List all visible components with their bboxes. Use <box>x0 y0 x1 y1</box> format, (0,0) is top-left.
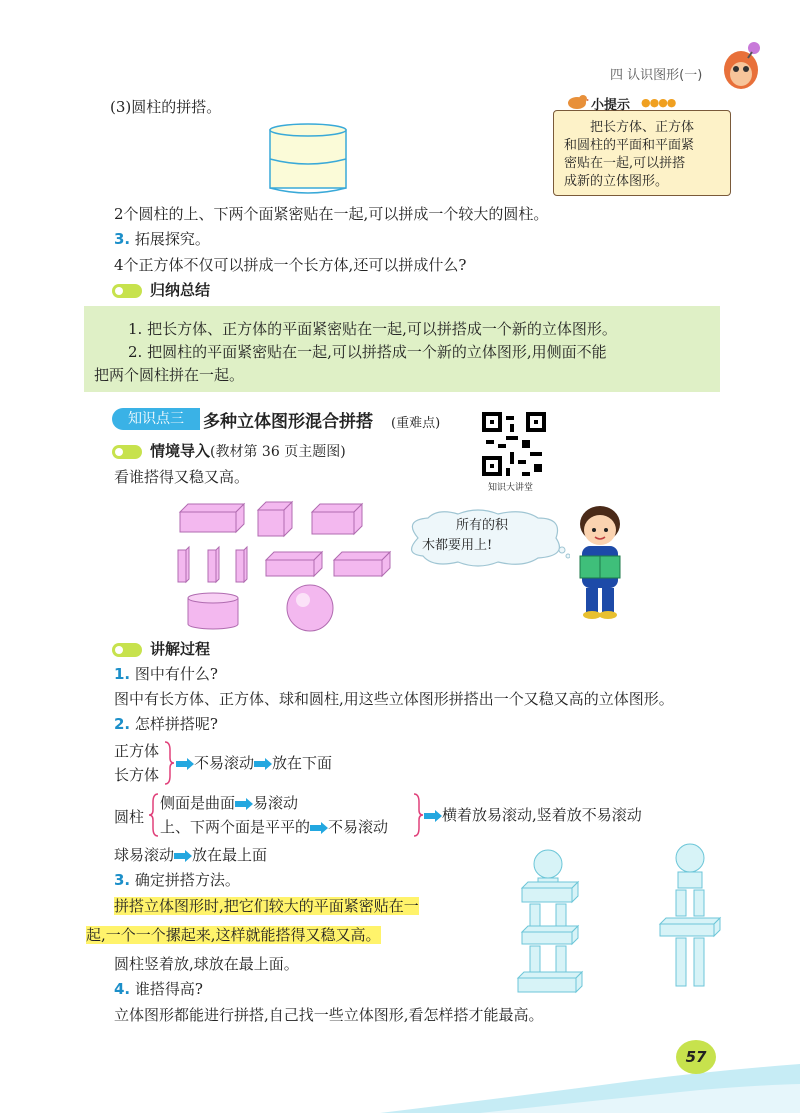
cyl-conclusion-row <box>424 804 642 826</box>
arrow-icon <box>424 810 442 822</box>
scenario-sub: (教材第 36 页主题图) <box>210 444 346 460</box>
knowledge-badge: 知识点三 <box>112 408 200 430</box>
speech-line: 木都要用上! <box>422 538 493 553</box>
cyl-top: 上、下两个面是平平的 <box>160 818 311 836</box>
summary-heading-row <box>112 279 210 300</box>
cuboid-label: 长方体 <box>114 766 160 784</box>
summary-line: 把两个圆柱拼在一起。 <box>94 366 245 384</box>
method-line2 <box>86 924 381 946</box>
pill-icon <box>112 643 142 657</box>
expand-question: 4个正方体不仅可以拼成一个长方体,还可以拼成什么? <box>114 256 467 274</box>
tip-text <box>564 119 694 191</box>
q2-row <box>114 713 218 735</box>
box-result1: 不易滚动 <box>194 754 255 772</box>
q4-number: 4. <box>114 980 131 998</box>
a1-text: 图中有长方体、正方体、球和圆柱,用这些立体图形拼搭出一个又稳又高的立体图形。 <box>114 690 674 708</box>
scenario-text: 看谁搭得又稳又高。 <box>114 468 250 486</box>
mascot-icon <box>716 40 766 100</box>
q4-row <box>114 978 203 1000</box>
arrow-icon <box>174 850 192 862</box>
q2-number: 2. <box>114 715 131 733</box>
cube-label: 正方体 <box>114 742 160 760</box>
qr-code[interactable] <box>482 412 546 480</box>
scenario-heading-row <box>112 440 346 461</box>
q3-number: 3. <box>114 871 131 889</box>
box-result-row <box>176 752 332 774</box>
scenario-heading: 情境导入 <box>150 442 211 460</box>
cyl-side-row <box>160 792 298 814</box>
tip-title: 小提示 <box>591 98 631 113</box>
tip-line: 成新的立体图形。 <box>564 174 669 189</box>
highlight: 拼搭立体图形时,把它们较大的平面紧密贴在一 <box>114 897 419 915</box>
speech-text <box>412 516 508 556</box>
knowledge-tag: (重难点) <box>391 416 441 431</box>
arrow-icon <box>310 822 328 834</box>
ball-row <box>114 844 267 866</box>
building-blocks-figure <box>170 496 400 636</box>
chapter-header: 四 认识图形(一) <box>610 68 703 83</box>
box-result2: 放在下面 <box>272 754 333 772</box>
expand-row <box>114 228 210 250</box>
brace-icon <box>163 740 175 790</box>
speech-line: 所有的积 <box>456 518 509 533</box>
method-line3: 圆柱竖着放,球放在最上面。 <box>114 955 299 973</box>
q3-row <box>114 869 240 891</box>
arrow-icon <box>235 798 253 810</box>
a4-text: 立体图形都能进行拼搭,自己找一些立体图形,看怎样搭才能最高。 <box>114 1006 544 1024</box>
cyl-side: 侧面是曲面 <box>160 794 236 812</box>
ball-result: 放在最上面 <box>192 846 268 864</box>
q1-number: 1. <box>114 665 131 683</box>
highlight: 起,一个一个摞起来,这样就能搭得又稳又高。 <box>86 926 381 944</box>
cyl-top-result: 不易滚动 <box>328 818 389 836</box>
pill-icon <box>112 284 142 298</box>
cyl-conclusion: 横着放易滚动,竖着放不易滚动 <box>442 806 642 824</box>
stacked-cylinders-figure <box>268 122 350 198</box>
block-tower-figure <box>512 848 604 1002</box>
q1-text: 图中有什么? <box>134 665 218 683</box>
expand-label: 拓展探究。 <box>134 230 210 248</box>
cyl-top-row <box>160 816 388 838</box>
qr-label: 知识大讲堂 <box>488 483 534 493</box>
explain-heading-row <box>112 638 210 659</box>
q3-text: 确定拼搭方法。 <box>134 871 240 889</box>
ball-text: 球易滚动 <box>114 846 175 864</box>
brace-icon <box>148 792 160 842</box>
arrow-icon <box>176 758 194 770</box>
tip-line: 密贴在一起,可以拼搭 <box>564 156 686 171</box>
q4-text: 谁搭得高? <box>134 980 203 998</box>
summary-line: 1. 把长方体、正方体的平面紧密贴在一起,可以拼搭成一个新的立体图形。 <box>128 320 617 338</box>
page-number: 57 <box>676 1040 716 1074</box>
summary-line: 2. 把圆柱的平面紧密贴在一起,可以拼搭成一个新的立体图形,用侧面不能 <box>128 343 607 361</box>
cyl-side-result: 易滚动 <box>253 794 299 812</box>
explain-heading: 讲解过程 <box>150 640 211 658</box>
pill-icon <box>112 445 142 459</box>
tip-stars-icon: ●●●● <box>641 96 676 109</box>
method-line1 <box>114 895 419 917</box>
cylinder-label: 圆柱 <box>114 808 145 826</box>
brace-icon <box>412 792 424 842</box>
knowledge-title: 多种立体图形混合拼搭 <box>203 412 373 432</box>
tip-line: 把长方体、正方体 <box>590 120 695 135</box>
tip-line: 和圆柱的平面和平面紧 <box>564 138 695 153</box>
arrow-icon <box>254 758 272 770</box>
summary-heading: 归纳总结 <box>150 281 211 299</box>
cylinder-section-title: (3)圆柱的拼搭。 <box>110 98 222 116</box>
expand-number: 3. <box>114 230 131 248</box>
block-tower-figure <box>654 842 732 996</box>
summary-text <box>94 318 617 387</box>
q2-text: 怎样拼搭呢? <box>134 715 218 733</box>
cylinder-caption: 2个圆柱的上、下两个面紧密贴在一起,可以拼成一个较大的圆柱。 <box>114 205 549 223</box>
q1-row <box>114 663 218 685</box>
bird-icon <box>565 91 589 115</box>
boy-reading-illustration <box>566 502 634 630</box>
